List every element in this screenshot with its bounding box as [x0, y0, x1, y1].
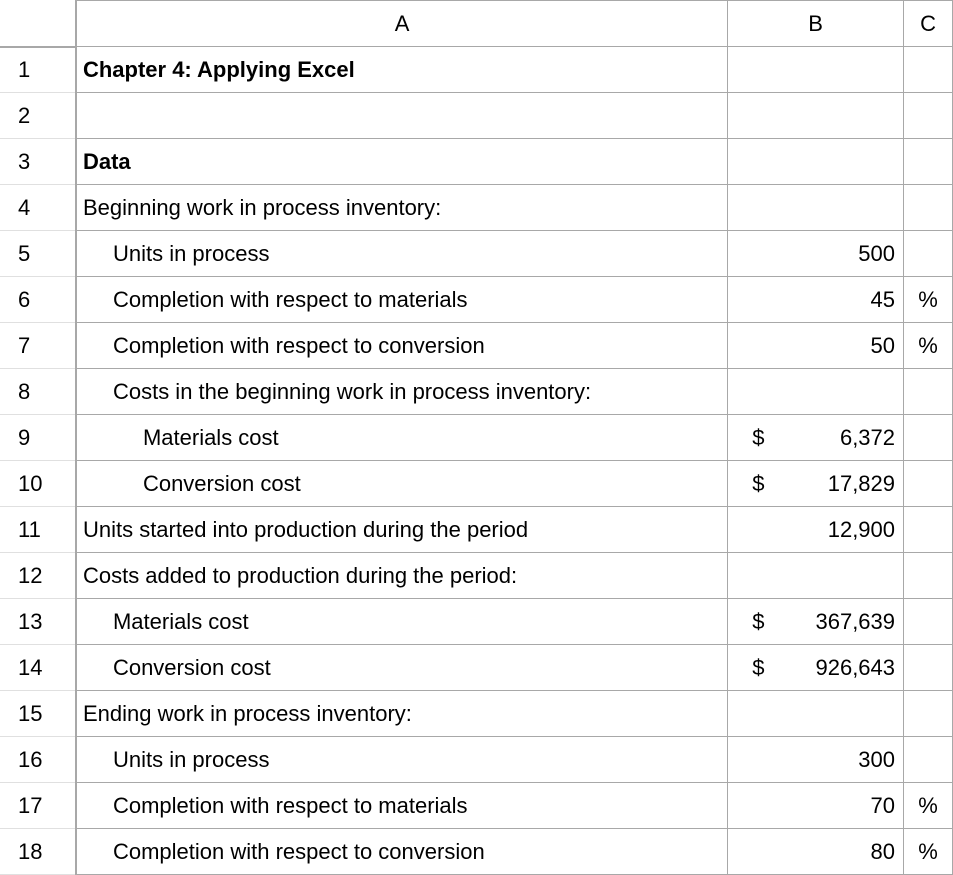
cell-b[interactable] — [728, 645, 904, 691]
spreadsheet-row — [0, 277, 953, 323]
currency-symbol: $ — [752, 424, 765, 450]
cell-b[interactable] — [728, 47, 904, 93]
cell-b[interactable] — [728, 93, 904, 139]
cell-b[interactable] — [728, 323, 904, 369]
spreadsheet-row — [0, 829, 953, 875]
row-header[interactable]: 16 — [0, 737, 76, 783]
cell-c[interactable] — [904, 461, 953, 507]
spreadsheet-row — [0, 369, 953, 415]
row-header[interactable]: 11 — [0, 507, 76, 553]
row-header[interactable]: 18 — [0, 829, 76, 875]
currency-symbol: $ — [752, 654, 765, 680]
spreadsheet-row — [0, 691, 953, 737]
cell-a[interactable] — [76, 93, 728, 139]
cell-c[interactable] — [904, 139, 953, 185]
cell-a[interactable]: Completion with respect to conversion — [76, 323, 728, 369]
cell-b-value: 926,643 — [815, 654, 896, 680]
cell-b[interactable] — [728, 139, 904, 185]
cell-c[interactable] — [904, 553, 953, 599]
cell-c[interactable] — [904, 185, 953, 231]
cell-a[interactable]: Units in process — [76, 737, 728, 783]
cell-b[interactable] — [728, 277, 904, 323]
row-header[interactable]: 17 — [0, 783, 76, 829]
cell-b-value: 367,639 — [815, 608, 896, 634]
select-all-corner[interactable] — [0, 1, 76, 47]
spreadsheet-row — [0, 645, 953, 691]
spreadsheet-row — [0, 507, 953, 553]
spreadsheet-row — [0, 553, 953, 599]
cell-b[interactable] — [728, 783, 904, 829]
spreadsheet-row — [0, 599, 953, 645]
cell-c[interactable]: % — [904, 783, 953, 829]
column-header-a[interactable]: A — [76, 1, 728, 47]
cell-a[interactable]: Units in process — [76, 231, 728, 277]
spreadsheet-row — [0, 185, 953, 231]
cell-b[interactable] — [728, 829, 904, 875]
cell-a[interactable]: Ending work in process inventory: — [76, 691, 728, 737]
cell-b[interactable] — [728, 691, 904, 737]
row-header[interactable]: 12 — [0, 553, 76, 599]
cell-b-value: 500 — [858, 240, 896, 266]
cell-b-value: 12,900 — [827, 516, 896, 542]
cell-c[interactable] — [904, 47, 953, 93]
cell-b-value: 300 — [858, 746, 896, 772]
cell-b[interactable] — [728, 231, 904, 277]
row-header[interactable]: 14 — [0, 645, 76, 691]
cell-a[interactable]: Costs in the beginning work in process inventory: — [76, 369, 728, 415]
row-header[interactable]: 6 — [0, 277, 76, 323]
cell-c[interactable] — [904, 691, 953, 737]
cell-a[interactable]: Beginning work in process inventory: — [76, 185, 728, 231]
cell-b-value: 80 — [870, 838, 896, 864]
row-header[interactable]: 7 — [0, 323, 76, 369]
cell-b[interactable] — [728, 461, 904, 507]
spreadsheet-row — [0, 783, 953, 829]
cell-c[interactable] — [904, 231, 953, 277]
row-header[interactable]: 10 — [0, 461, 76, 507]
cell-c[interactable] — [904, 645, 953, 691]
cell-a[interactable]: Chapter 4: Applying Excel — [76, 47, 728, 93]
cell-a[interactable]: Costs added to production during the period: — [76, 553, 728, 599]
row-header[interactable]: 3 — [0, 139, 76, 185]
cell-a[interactable]: Conversion cost — [76, 461, 728, 507]
row-header[interactable]: 8 — [0, 369, 76, 415]
spreadsheet-row — [0, 737, 953, 783]
cell-a[interactable]: Completion with respect to materials — [76, 277, 728, 323]
cell-b-value: 50 — [870, 332, 896, 358]
cell-b[interactable] — [728, 553, 904, 599]
cell-c[interactable]: % — [904, 323, 953, 369]
spreadsheet-row — [0, 323, 953, 369]
cell-b-value: 70 — [870, 792, 896, 818]
column-header-b[interactable]: B — [728, 1, 904, 47]
spreadsheet-row — [0, 415, 953, 461]
cell-c[interactable]: % — [904, 829, 953, 875]
cell-c[interactable] — [904, 599, 953, 645]
row-header[interactable]: 9 — [0, 415, 76, 461]
currency-symbol: $ — [752, 608, 765, 634]
cell-a[interactable]: Materials cost — [76, 599, 728, 645]
cell-b[interactable] — [728, 369, 904, 415]
cell-b[interactable] — [728, 415, 904, 461]
cell-b[interactable] — [728, 507, 904, 553]
currency-symbol: $ — [752, 470, 765, 496]
cell-c[interactable] — [904, 415, 953, 461]
spreadsheet-row — [0, 231, 953, 277]
row-header[interactable]: 2 — [0, 93, 76, 139]
cell-a[interactable]: Data — [76, 139, 728, 185]
spreadsheet-row — [0, 461, 953, 507]
spreadsheet-row — [0, 139, 953, 185]
row-header[interactable]: 5 — [0, 231, 76, 277]
cell-b[interactable] — [728, 599, 904, 645]
cell-b-value: 45 — [870, 286, 896, 312]
cell-a[interactable]: Materials cost — [76, 415, 728, 461]
cell-a[interactable]: Completion with respect to materials — [76, 783, 728, 829]
cell-b[interactable] — [728, 185, 904, 231]
cell-c[interactable] — [904, 369, 953, 415]
row-header[interactable]: 1 — [0, 47, 76, 93]
cell-a[interactable]: Conversion cost — [76, 645, 728, 691]
cell-c[interactable]: % — [904, 277, 953, 323]
cell-b-value: 6,372 — [839, 424, 896, 450]
cell-c[interactable] — [904, 93, 953, 139]
cell-a[interactable]: Units started into production during the period — [76, 507, 728, 553]
cell-b-value: 17,829 — [827, 470, 896, 496]
spreadsheet-row — [0, 47, 953, 93]
cell-c[interactable] — [904, 737, 953, 783]
row-header[interactable]: 13 — [0, 599, 76, 645]
spreadsheet-row — [0, 93, 953, 139]
cell-b[interactable] — [728, 737, 904, 783]
column-header-c[interactable]: C — [904, 1, 953, 47]
row-header[interactable]: 4 — [0, 185, 76, 231]
cell-c[interactable] — [904, 507, 953, 553]
row-header[interactable]: 15 — [0, 691, 76, 737]
cell-a[interactable]: Completion with respect to conversion — [76, 829, 728, 875]
